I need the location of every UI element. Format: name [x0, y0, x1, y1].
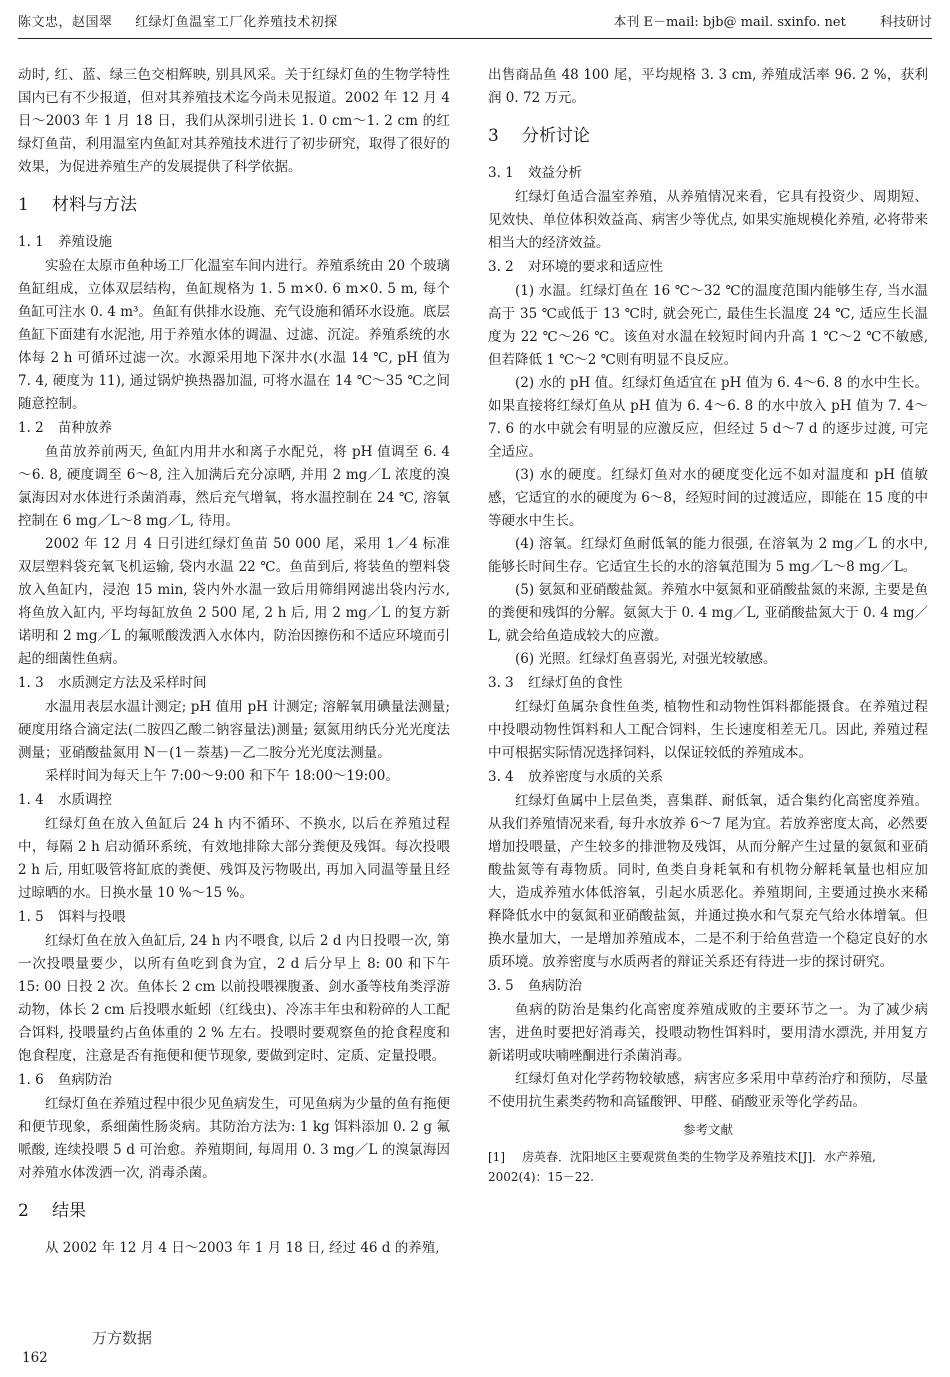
subsection-title: 红绿灯鱼的食性 [528, 675, 623, 691]
subsection-title: 养殖设施 [58, 234, 112, 250]
paragraph: 实验在太原市鱼种场工厂化温室车间内进行。养殖系统由 20 个玻璃鱼缸组成，立体双层结构，鱼缸规格为 1. 5 m×0. 6 m×0. 5 m, 每个鱼缸可注水 0. 4 m³。鱼缸有供排水设施、充气设施和循环水设施。底层鱼缸下面建有水泥池, 用于养殖水体的调温、过滤、沉淀。养殖系统的水体每 2 h 可循环过滤一次。水源采用地下深井水(水温 14 ℃, pH 值为 7. 4, 硬度为 11), 通过锅炉换热器加温, 可将水温在 14 ℃～35 ℃之间随意控制。 [18, 258, 450, 412]
subsection-heading [488, 672, 928, 695]
header-title: 红绿灯鱼温室工厂化养殖技术初探 [135, 15, 338, 30]
paragraph: 红绿灯鱼在放入鱼缸后 24 h 内不循环、不换水, 以后在养殖过程中，每隔 2 h 启动循环系统，有效地排除大部分粪便及残饵。每次投喂 2 h 后, 用虹吸管将缸底的粪便、残饵及污物吸出, 再加入同温等量且经过晾晒的水。日换水量 10 %～15 %。 [18, 816, 450, 901]
header-authors: 陈文忠，赵国翠 [18, 15, 113, 30]
paragraph: 红绿灯鱼属杂食性鱼类, 植物性和动物性饵料都能摄食。在养殖过程中投喂动物性饵料和人工配合饲料，生长速度相差无几。因此, 养殖过程中可根据实际情况选择饲料，以保证较低的养殖成本。 [488, 699, 928, 761]
subsection-heading [18, 231, 450, 254]
header-left [18, 8, 338, 38]
section-number: 2 [18, 1201, 29, 1221]
paragraph: 红绿灯鱼属中上层鱼类，喜集群、耐低氧，适合集约化高密度养殖。从我们养殖情况来看, 每升水放养 6～7 尾为宜。若放养密度太高，必然要增加投喂量，产生较多的排泄物及残饵，从而分解产生过量的氨氮和亚硝酸盐氮等有毒物质。同时, 鱼类自身耗氧和有机物分解耗氧量也相应加大，造成养殖水体低溶氧，引起水质恶化。养殖期间, 主要通过换水来稀释降低水中的氨氮和亚硝酸盐氮，并通过换水和气泵充气给水体增氧。但换水量加大，一是增加养殖成本，二是不利于给鱼营造一个稳定良好的水质环境。放养密度与水质两者的辩证关系还有待进一步的探讨研究。 [488, 793, 928, 970]
paragraph: 红绿灯鱼在养殖过程中很少见鱼病发生，可见鱼病为少量的鱼有拖便和便节现象，系细菌性肠炎病。其防治方法为: 1 kg 饵料添加 0. 2 g 氟哌酸, 连续投喂 5 d 可治愈。养殖期间, 每周用 0. 3 mg／L 的溴氯海因对养殖水体泼洒一次, 消毒杀菌。 [18, 1096, 450, 1181]
page-number: 162 [22, 1350, 48, 1366]
intro-paragraph: 动时, 红、蓝、绿三色交相辉映, 别具风采。关于红绿灯鱼的生物学特性国内已有不少报道，但对其养殖技术迄今尚未见报道。2002 年 12 月 4 日～2003 年 1 月 18 日，我们从深圳引进长 1. 0 cm～1. 2 cm 的红绿灯鱼苗，利用温室内鱼缸对其养殖技术进行了初步研究，取得了很好的效果，为促进养殖生产的发展提供了科学依据。 [18, 67, 450, 175]
subsection-title: 水质调控 [58, 792, 112, 808]
subsection-title: 对环境的要求和适应性 [528, 259, 663, 275]
subsection-number: 3. 3 [488, 675, 514, 691]
paragraph: 红绿灯鱼适合温室养殖，从养殖情况来看，它具有投资少、周期短、见效快、单位体积效益高、病害少等优点, 如果实施规模化养殖, 必将带来相当大的经济效益。 [488, 189, 928, 251]
section-title: 材料与方法 [52, 195, 137, 215]
subsection-number: 1. 1 [18, 234, 44, 250]
section-title: 结果 [52, 1201, 86, 1221]
reference-text: 房英春．沈阳地区主要观赏鱼类的生物学及养殖技术[J]．水产养殖, 2002(4)：15－22. [488, 1150, 876, 1184]
subsection-number: 3. 1 [488, 165, 514, 181]
subsection-number: 3. 2 [488, 259, 514, 275]
references-title: 参考文献 [682, 1122, 733, 1137]
subsection-number: 3. 4 [488, 769, 514, 785]
right-column [488, 64, 928, 1187]
paragraph: (6) 光照。红绿灯鱼喜弱光, 对强光较敏感。 [515, 651, 777, 667]
subsection-title: 放养密度与水质的关系 [528, 769, 663, 785]
section-number: 1 [18, 195, 29, 215]
section-title: 分析讨论 [522, 126, 590, 146]
subsection-number: 1. 2 [18, 420, 44, 436]
subsection-title: 鱼病防治 [58, 1072, 112, 1088]
paragraph: (2) 水的 pH 值。红绿灯鱼适宜在 pH 值为 6. 4～6. 8 的水中生长。如果直接将红绿灯鱼从 pH 值为 6. 4～6. 8 的水中放入 pH 值为 7. 4～7. 6 的水中就会有明显的应激反应，但经过 5 d～7 d 的逐步过渡, 可完全适应。 [488, 375, 928, 460]
paragraph: 红绿灯鱼在放入鱼缸后, 24 h 内不喂食, 以后 2 d 内日投喂一次, 第一次投喂量要少，以所有鱼吃到食为宜，2 d 后分早上 8: 00 和下午 15: 00 日投 2 次。鱼体长 2 cm 以前投喂裸腹蚤、剑水蚤等枝角类浮游动物，体长 2 cm 后投喂水蚯蚓（红线虫)、冷冻丰年虫和粉碎的人工配合饵料, 投喂量约占鱼体重的 2 % 左右。投喂时要观察鱼的抢食程度和饱食程度，注意是否有拖便和便节现象, 要做到定时、定质、定量投喂。 [18, 933, 450, 1064]
reference-number: [1] [488, 1150, 505, 1164]
subsection-number: 1. 6 [18, 1072, 44, 1088]
subsection-title: 苗种放养 [58, 420, 112, 436]
subsection-title: 饵料与投喂 [58, 909, 126, 925]
reference-item [488, 1147, 928, 1187]
header-right [613, 8, 932, 38]
header-email: 本刊 E－mail: bjb@ mail. sxinfo. net [613, 15, 846, 30]
subsection-number: 1. 4 [18, 792, 44, 808]
section-number: 3 [488, 126, 499, 146]
paragraph: 鱼病的防治是集约化高密度养殖成败的主要环节之一。为了减少病害，进鱼时要把好消毒关，投喂动物性饵料时，要用清水漂洗, 并用复方新诺明或呋喃唑酮进行杀菌消毒。 [488, 1002, 928, 1064]
paragraph: 红绿灯鱼对化学药物较敏感，病害应多采用中草药治疗和预防，尽量不使用抗生素类药物和高锰酸钾、甲醛、硝酸亚汞等化学药品。 [488, 1071, 928, 1110]
paragraph: (4) 溶氧。红绿灯鱼耐低氧的能力很强, 在溶氧为 2 mg／L 的水中, 能够长时间生存。它适宜生长的水的溶氧范围为 5 mg／L～8 mg／L。 [488, 536, 928, 575]
running-header [18, 8, 932, 39]
paragraph: 从 2002 年 12 月 4 日～2003 年 1 月 18 日, 经过 46 d 的养殖, [45, 1240, 440, 1256]
section-heading [18, 193, 450, 217]
paragraph: 水温用表层水温计测定; pH 值用 pH 计测定; 溶解氧用碘量法测量; 硬度用络合滴定法(二胺四乙酸二钠容量法)测量; 氨氮用纳氏分光光度法测量；亚硝酸盐氮用 N－(1－萘基)－乙二胺分光光度法测量。 [18, 699, 450, 761]
subsection-heading [488, 162, 928, 185]
subsection-title: 效益分析 [528, 165, 582, 181]
paragraph: (3) 水的硬度。红绿灯鱼对水的硬度变化远不如对温度和 pH 值敏感，它适宜的水的硬度为 6～8，经短时间的过渡适应，即能在 15 度的中等硬水中生长。 [488, 467, 928, 529]
paragraph: 2002 年 12 月 4 日引进红绿灯鱼苗 50 000 尾，采用 1／4 标准双层塑料袋充氧飞机运输, 袋内水温 22 ℃。鱼苗到后, 将装鱼的塑料袋放入鱼缸内，浸泡 15 min, 袋内外水温一致后用筛绢网滤出袋内污水, 将鱼放入缸内, 平均每缸放鱼 2 500 尾, 2 h 后, 用 2 mg／L 的复方新诺明和 2 mg／L 的氟哌酸泼洒入水体内，防治因擦伤和不适应环境而引起的细菌性鱼病。 [18, 536, 450, 667]
left-column [18, 64, 450, 1260]
subsection-heading [18, 789, 450, 812]
section-heading [488, 124, 928, 148]
header-column: 科技研讨 [879, 15, 932, 30]
subsection-number: 1. 3 [18, 675, 44, 691]
subsection-heading [18, 1069, 450, 1092]
subsection-heading [18, 417, 450, 440]
paragraph: (5) 氨氮和亚硝酸盐氮。养殖水中氨氮和亚硝酸盐氮的来源, 主要是鱼的粪便和残饵的分解。氨氮大于 0. 4 mg／L, 亚硝酸盐氮大于 0. 4 mg／L, 就会给鱼造成较大的应激。 [488, 582, 928, 644]
section-heading [18, 1199, 450, 1223]
subsection-title: 鱼病防治 [528, 978, 582, 994]
watermark: 万方数据 [92, 1329, 153, 1347]
paragraph-continued: 出售商品鱼 48 100 尾，平均规格 3. 3 cm, 养殖成活率 96. 2 %，获利润 0. 72 万元。 [488, 67, 928, 106]
paragraph: 鱼苗放养前两天, 鱼缸内用井水和离子水配兑，将 pH 值调至 6. 4～6. 8, 硬度调至 6～8, 注入加满后充分凉晒, 并用 2 mg／L 浓度的溴氯海因对水体进行杀菌消毒，然后充气增氧，将水温控制在 24 ℃, 溶氧控制在 6 mg／L～8 mg／L, 待用。 [18, 444, 450, 529]
subsection-number: 1. 5 [18, 909, 44, 925]
subsection-heading [488, 256, 928, 279]
paragraph: (1) 水温。红绿灯鱼在 16 ℃～32 ℃的温度范围内能够生存, 当水温高于 35 ℃或低于 13 ℃时, 就会死亡, 最佳生长温度 24 ℃, 适应生长温度为 22 ℃～26 ℃。该鱼对水温在较短时间内升高 1 ℃～2 ℃不敏感, 但若降低 1 ℃～2 ℃则有明显不良反应。 [488, 283, 928, 368]
paragraph: 采样时间为每天上午 7:00～9:00 和下午 18:00～19:00。 [45, 768, 399, 784]
subsection-heading [18, 906, 450, 929]
subsection-heading [488, 766, 928, 789]
subsection-title: 水质测定方法及采样时间 [58, 675, 207, 691]
subsection-heading [18, 672, 450, 695]
subsection-number: 3. 5 [488, 978, 514, 994]
subsection-heading [488, 975, 928, 998]
